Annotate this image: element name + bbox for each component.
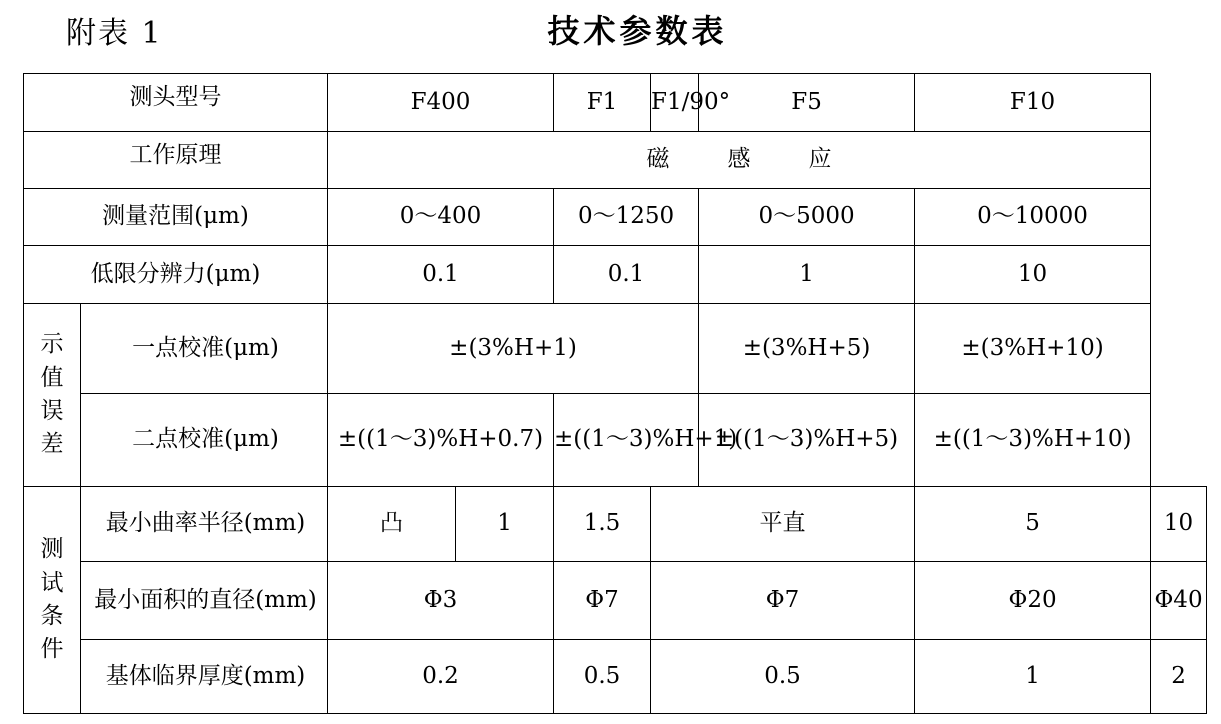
cell-radius-5: 5: [915, 487, 1151, 562]
cell-thickness-1: 0.2: [328, 640, 554, 714]
cell-two-point-1: ±((1～3)%H+0.7): [328, 394, 554, 487]
cell-range-3: 0～5000: [699, 189, 915, 246]
cell-area-4: Φ20: [915, 562, 1151, 640]
label-two-point: 二点校准(μm): [81, 394, 328, 487]
appendix-label: 附表 1: [66, 16, 163, 51]
group-label-test: [24, 487, 81, 714]
label-resolution: 低限分辨力(μm): [24, 246, 328, 304]
page-title-text: 技术参数表: [547, 12, 728, 50]
cell-range-1: 0～400: [328, 189, 554, 246]
cell-probe-f400: F400: [328, 74, 554, 132]
cell-probe-f10: F10: [915, 74, 1151, 132]
label-principle: 工作原理: [24, 132, 328, 189]
cell-area-3: Φ7: [651, 562, 915, 640]
cell-one-point-3: ±(3%H+10): [915, 304, 1151, 394]
group-label-error-text: 示值误差: [40, 331, 64, 458]
cell-thickness-5: 2: [1151, 640, 1207, 714]
cell-one-point-1: ±(3%H+1): [328, 304, 699, 394]
cell-area-2: Φ7: [554, 562, 651, 640]
cell-two-point-2: ±((1～3)%H+1): [554, 394, 699, 487]
cell-radius-convex: 凸: [328, 487, 456, 562]
cell-resolution-4: 10: [915, 246, 1151, 304]
cell-resolution-1: 0.1: [328, 246, 554, 304]
cell-probe-f1-90: F1/90°: [651, 74, 699, 132]
group-label-error: [24, 304, 81, 487]
label-range: 测量范围(μm): [24, 189, 328, 246]
row-principle: [24, 132, 1207, 189]
cell-probe-f1: F1: [554, 74, 651, 132]
cell-two-point-4: ±((1～3)%H+10): [915, 394, 1151, 487]
row-probe-model: [24, 74, 1207, 132]
cell-principle: [328, 132, 1151, 189]
row-error-one-point: [24, 304, 1207, 394]
cell-thickness-4: 1: [915, 640, 1151, 714]
label-min-area: 最小面积的直径(mm): [81, 562, 328, 640]
row-min-radius: [24, 487, 1207, 562]
row-error-two-point: [24, 394, 1207, 487]
cell-radius-flat: 平直: [651, 487, 915, 562]
principle-value: 磁感应: [646, 146, 890, 173]
label-probe-model: 测头型号: [24, 74, 328, 132]
label-min-thickness: 基体临界厚度(mm): [81, 640, 328, 714]
row-min-area: [24, 562, 1207, 640]
cell-one-point-2: ±(3%H+5): [699, 304, 915, 394]
row-resolution: [24, 246, 1207, 304]
cell-probe-f5: F5: [699, 74, 915, 132]
cell-area-1: Φ3: [328, 562, 554, 640]
cell-two-point-3: ±((1～3)%H+5): [699, 394, 915, 487]
cell-thickness-2: 0.5: [554, 640, 651, 714]
label-one-point: 一点校准(μm): [81, 304, 328, 394]
group-label-test-text: 测试条件: [40, 536, 64, 663]
cell-radius-1: 1: [456, 487, 554, 562]
cell-range-2: 0～1250: [554, 189, 699, 246]
cell-resolution-2: 0.1: [554, 246, 699, 304]
cell-thickness-3: 0.5: [651, 640, 915, 714]
label-min-radius: 最小曲率半径(mm): [81, 487, 328, 562]
cell-range-4: 0～10000: [915, 189, 1151, 246]
cell-radius-10: 10: [1151, 487, 1207, 562]
spec-table: [23, 73, 1207, 714]
row-range: [24, 189, 1207, 246]
cell-area-5: Φ40: [1151, 562, 1207, 640]
row-min-thickness: [24, 640, 1207, 714]
cell-resolution-3: 1: [699, 246, 915, 304]
page-title: [0, 6, 1221, 52]
cell-radius-1-5: 1.5: [554, 487, 651, 562]
